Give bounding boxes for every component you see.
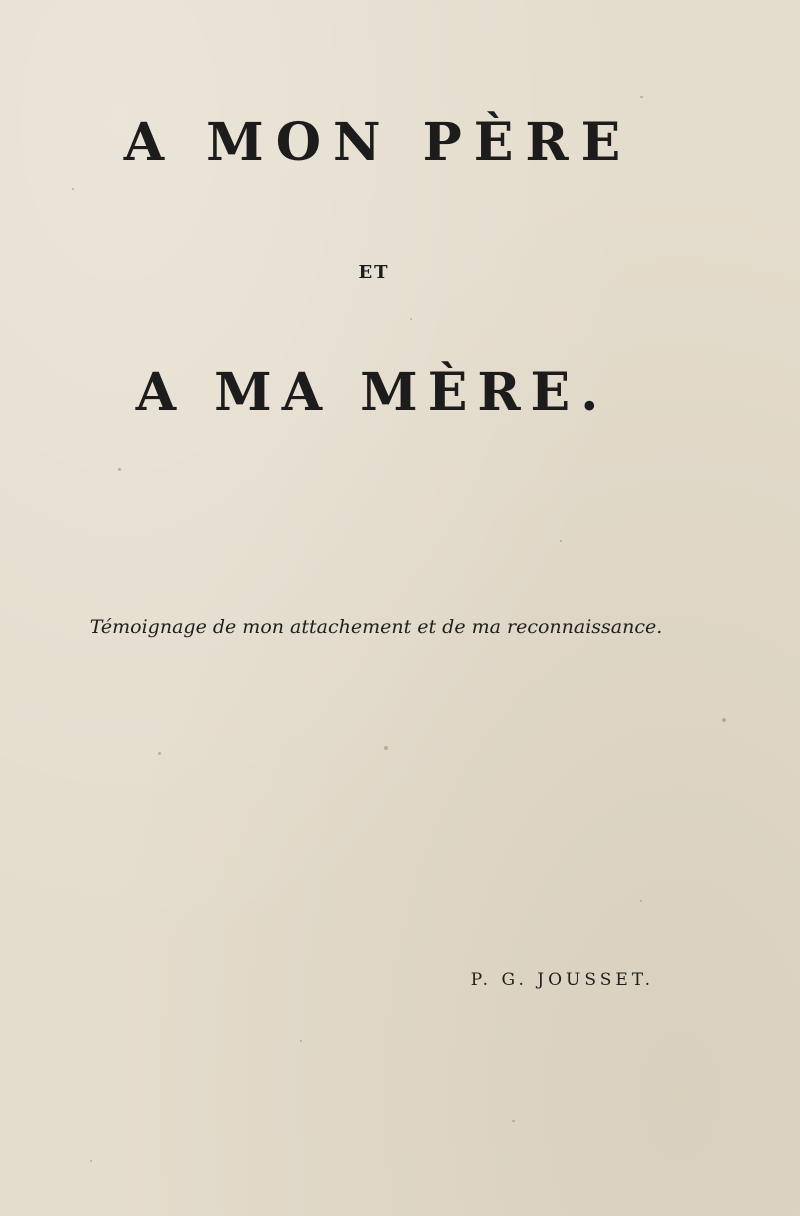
paper-speck	[118, 468, 121, 471]
dedication-tribute: Témoignage de mon attachement et de ma reconnaissance.	[89, 616, 663, 638]
paper-speck	[640, 900, 642, 902]
dedication-connector: ET	[358, 262, 390, 283]
paper-speck	[722, 718, 726, 722]
author-signature: P. G. JOUSSET.	[470, 970, 654, 990]
dedication-heading-mother: A MA MÈRE.	[135, 362, 609, 423]
paper-speck	[560, 540, 562, 542]
paper-speck	[90, 1160, 92, 1162]
paper-speck	[300, 1040, 302, 1042]
paper-speck	[410, 318, 412, 320]
dedication-heading-father: A MON PÈRE	[123, 112, 633, 173]
paper-speck	[158, 752, 161, 755]
paper-speck	[384, 746, 388, 750]
paper-speck	[640, 96, 643, 98]
paper-speck	[512, 1120, 515, 1122]
paper-speck	[72, 188, 74, 190]
